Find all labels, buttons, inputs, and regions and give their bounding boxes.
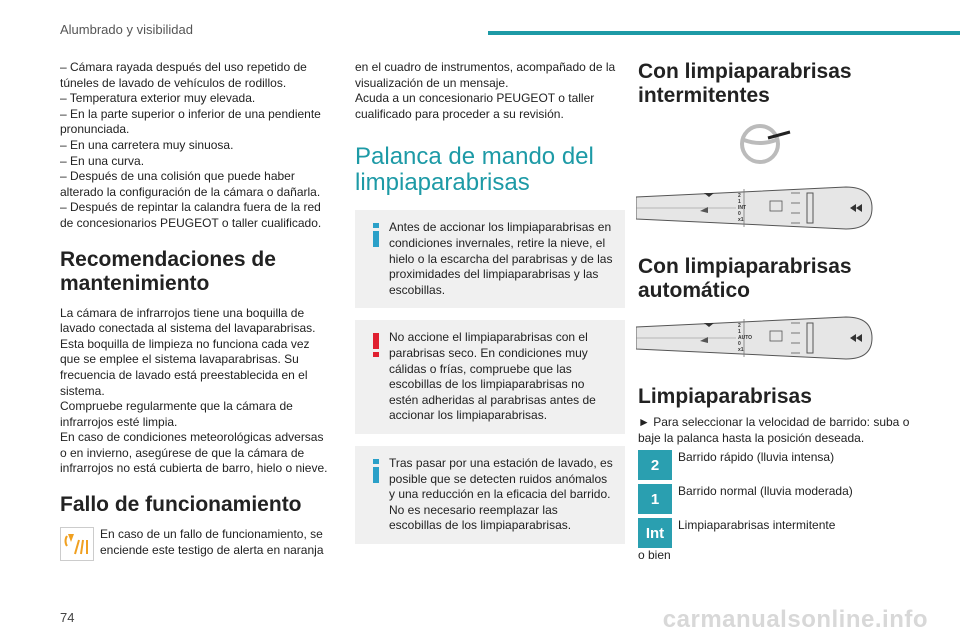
speed-row-fast — [638, 450, 928, 480]
speed-label: Limpiaparabrisas intermitente — [678, 518, 836, 533]
lever1-mark: 1 — [738, 199, 741, 205]
lever1-mark: x1 — [738, 217, 744, 223]
column-left — [60, 60, 330, 558]
fault-continued-text: en el cuadro de instrumentos, acompañado de la visualización de un mensaje. Acuda a un concesionario PEUGEOT o taller cualificado para proceder a su revisión. — [355, 60, 616, 121]
column-right — [638, 60, 928, 564]
speed-label: Barrido rápido (lluvia intensa) — [678, 450, 835, 465]
lever2-mark: 0 — [738, 341, 741, 347]
speed-badge: Int — [638, 518, 672, 548]
info-carwash-text: Tras pasar por una estación de lavado, es posible que se detecten ruidos anómalos y una reducción en la eficacia del barrido. No es necesario reemplazar las escobillas de los limpiaparabrisas. — [389, 455, 613, 533]
info-winter-text: Antes de accionar los limpiaparabrisas en condiciones invernales, retire la nieve, el hielo o la escarcha del parabrisas y de las proximidades del limpiaparabrisas y las escobillas. — [389, 220, 613, 297]
lever2-mark: AUTO — [738, 335, 753, 341]
running-header: Alumbrado y visibilidad — [60, 22, 193, 37]
info-box-carwash — [355, 446, 625, 544]
warning-dry-text: No accione el limpiaparabrisas con el parabrisas seco. En condiciones muy cálidas o frías, compruebe que las escobillas de los limpiaparabrisas no estén adheridas al parabrisas antes de accionar los limpiaparabrisas. — [389, 330, 596, 423]
column-middle — [355, 60, 625, 556]
speed-badge: 1 — [638, 484, 672, 514]
conditions-list: – Cámara rayada después del uso repetido de túneles de lavado de vehículos de rodillos. – Temperatura exterior muy elevada. – En la parte superior o inferior de una pendiente pronunciada. – En una carretera muy sinuosa. – En una curva. – Después de una colisión que puede haber alterado la configuración de la cámara o dañarla. – Después de repintar la calandra fuera de la red de concesionarios PEUGEOT o taller cualificado. — [60, 60, 322, 230]
lever2-mark: x1 — [738, 347, 744, 353]
speed-row-intermittent — [638, 518, 928, 548]
speed-row-normal — [638, 484, 928, 514]
intermittent-heading: Con limpiaparabrisas intermitentes — [638, 60, 852, 107]
page-number: 74 — [60, 610, 75, 625]
header-accent-bar — [488, 31, 960, 35]
auto-heading: Con limpiaparabrisas automático — [638, 255, 852, 302]
lever-heading: Palanca de mando del limpiaparabrisas — [355, 143, 594, 197]
info-icon — [367, 222, 385, 248]
lever2-mark: 2 — [738, 323, 741, 329]
maintenance-heading: Recomendaciones de mantenimiento — [60, 247, 276, 295]
wipers-heading: Limpiaparabrisas — [638, 385, 812, 408]
info-box-winter — [355, 210, 625, 308]
lever1-mark: 0 — [738, 211, 741, 217]
camera-warning-lamp-icon — [60, 527, 94, 561]
watermark: carmanualsonline.info — [662, 606, 928, 633]
speed-badge: 2 — [638, 450, 672, 480]
warning-box-dry — [355, 320, 625, 434]
wipers-instruction: ► Para seleccionar la velocidad de barrido: suba o baje la palanca hasta la posición deseada. — [638, 415, 910, 445]
fault-text: En caso de un fallo de funcionamiento, se enciende este testigo de alerta en naranja — [100, 527, 324, 557]
wiper-lever-intermittent-diagram — [636, 183, 886, 233]
or-text: o bien — [638, 548, 671, 563]
warning-exclamation-icon — [367, 332, 385, 358]
steering-wheel-icon — [738, 122, 798, 166]
info-icon — [367, 458, 385, 484]
fault-block — [60, 527, 330, 558]
fault-heading: Fallo de funcionamiento — [60, 493, 302, 517]
speed-label: Barrido normal (lluvia moderada) — [678, 484, 853, 499]
lever1-mark: INT — [738, 205, 747, 211]
lever1-mark: 2 — [738, 193, 741, 199]
wiper-lever-auto-diagram — [636, 313, 886, 363]
lever2-mark: 1 — [738, 329, 741, 335]
maintenance-text: La cámara de infrarrojos tiene una boquilla de lavado conectada al sistema del lavaparabrisas. Esta boquilla de limpieza no funciona cada vez que se emplee el sistema lavaparabrisas. Su frecuencia de lavado está preestablecida en el sistema. Compruebe regularmente que la cámara de infrarrojos esté limpia. En caso de condiciones meteorológicas adversas o en invierno, asegúrese de que la cámara de infrarrojos no está cubierta de barro, hielo o nieve. — [60, 305, 328, 476]
